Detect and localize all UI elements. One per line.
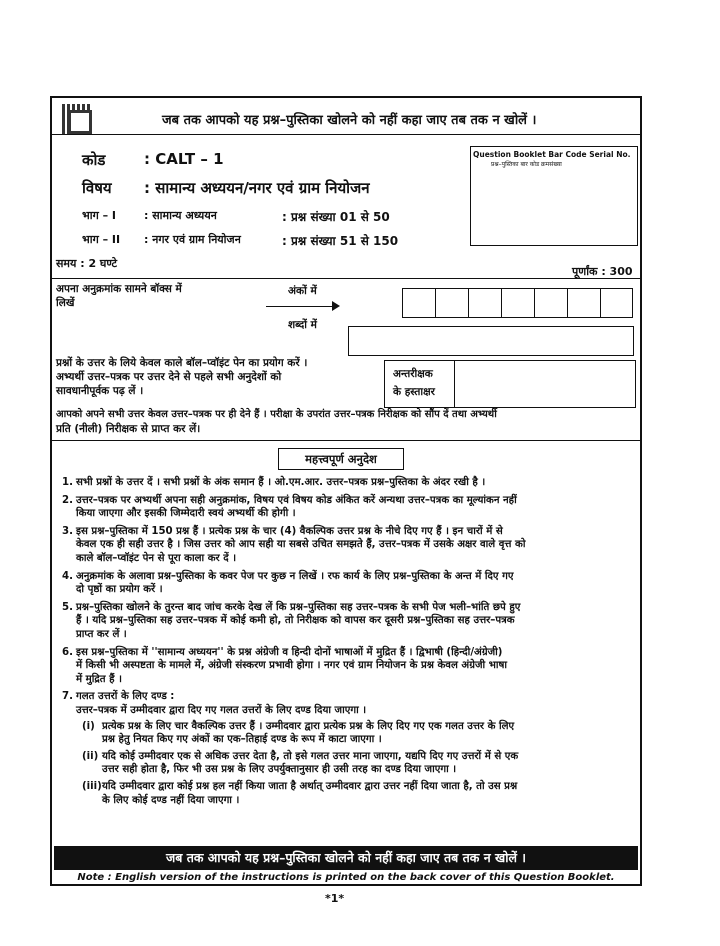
roll-digit-box[interactable] — [468, 288, 501, 318]
arrow-line — [266, 306, 336, 307]
penalty-text: यदि कोई उम्मीदवार एक से अधिक उत्तर देता है, तो इसे गलत उत्तर माना जाएगा, यद्यपि दिए गए उत्तरों में से एक — [102, 750, 519, 762]
english-version-note: Note : English version of the instructions is printed on the back cover of this Question Booklet. — [77, 872, 615, 883]
instruction-number: 5. — [62, 601, 73, 613]
penalty-line — [102, 794, 239, 808]
instruction-line — [62, 690, 634, 704]
roll-digit-box[interactable] — [501, 288, 534, 318]
roll-digit-box[interactable] — [402, 288, 435, 318]
instruction-number: 7. — [62, 691, 73, 703]
instruction-line — [62, 673, 634, 687]
pen-note-line1: प्रश्नों के उत्तर के लिये केवल काले बॉल–प्वॉइंट पेन का प्रयोग करें । — [56, 357, 308, 369]
instruction-text: गलत उत्तरों के लिए दण्ड : — [76, 691, 175, 703]
instruction-line — [62, 628, 634, 642]
in-words-label: शब्दों में — [288, 319, 317, 331]
instruction-text: उत्तर–पत्रक पर अभ्यर्थी अपना सही अनुक्रमांक, विषय एवं विषय कोड अंकित करें अन्यथा उत्तर–पत्रक का मूल्यांकन नहीं — [76, 494, 517, 506]
instruction-line — [62, 570, 634, 584]
instruction-number: 3. — [62, 525, 73, 537]
instruction-text: प्राप्त कर लें । — [76, 629, 127, 640]
penalty-number: (i) — [82, 720, 95, 732]
qr-code-icon — [62, 104, 92, 134]
instruction-text: दो पृष्ठों का प्रयोग करें । — [76, 584, 163, 596]
instruction-line — [62, 476, 634, 490]
code-label: कोड — [82, 151, 106, 169]
penalty-line — [102, 763, 456, 777]
barcode-subtitle: प्रश्न–पुस्तिका बार कोड क्रमसंख्या — [491, 161, 562, 168]
instruction-text: इस प्रश्न–पुस्तिका में ''सामान्य अध्ययन'' के प्रश्न अंग्रेजी व हिन्दी दोनों भाषाओं में मुद्रित हैं । द्विभाषी (हिन्दी/अंग्रेजी) — [76, 646, 503, 658]
in-digits-label: अंकों में — [288, 285, 317, 297]
bottom-banner: जब तक आपको यह प्रश्न–पुस्तिका खोलने को नहीं कहा जाए तब तक न खोलें । — [54, 846, 638, 870]
invigilator-label-1: अन्तरीक्षक — [393, 368, 433, 380]
instruction-line — [62, 601, 634, 615]
instruction-number: 2. — [62, 494, 73, 506]
top-banner-text: जब तक आपको यह प्रश्न–पुस्तिका खोलने को नहीं कहा जाए तब तक न खोलें । — [162, 113, 537, 128]
instruction-text: में किसी भी अस्पष्टता के मामले में, अंग्रेजी संस्करण प्रभावी होगा । नगर एवं ग्राम नियोजन के प्रश्न केवल अंग्रेजी भाषा — [76, 660, 508, 672]
instruction-line — [62, 583, 634, 597]
subject-value: : सामान्य अध्ययन/नगर एवं ग्राम नियोजन — [144, 179, 370, 197]
penalty-number: (iii) — [82, 781, 102, 792]
pen-note-line4: आपको अपने सभी उत्तर केवल उत्तर–पत्रक पर ही देने हैं । परीक्षा के उपरांत उत्तर–पत्रक निरीक्षक को सौंप दें तथा अभ्यर्थी — [56, 409, 497, 420]
part1-range: : प्रश्न संख्या 01 से 50 — [282, 210, 390, 224]
instruction-number: 1. — [62, 477, 73, 488]
roll-instruction-2: लिखें — [56, 297, 75, 309]
instruction-text: हैं । यदि प्रश्न–पुस्तिका सह उत्तर–पत्रक में कोई कमी हो, तो निरीक्षक को वापस कर दूसरी प्रश्न–पुस्तिका सह उत्तर–पत्रक — [76, 615, 515, 627]
instruction-line — [62, 614, 634, 628]
instruction-text: काले बॉल–प्वॉइंट पेन से पूरा काला कर दें । — [76, 553, 237, 564]
roll-number-words-box[interactable] — [348, 326, 634, 356]
subject-label: विषय — [82, 179, 112, 197]
arrow-right-icon — [332, 301, 340, 311]
invigilator-label-2: के हस्ताक्षर — [393, 386, 435, 398]
roll-digit-box[interactable] — [567, 288, 600, 318]
penalty-line — [82, 750, 518, 764]
time: समय : 2 घण्टे — [56, 257, 118, 270]
roll-number-digit-boxes[interactable] — [402, 288, 633, 318]
roll-digit-box[interactable] — [600, 288, 633, 318]
instruction-line — [62, 646, 634, 660]
code-value: : CALT – 1 — [144, 150, 224, 168]
instruction-text: अनुक्रमांक के अलावा प्रश्न–पुस्तिका के कवर पेज पर कुछ न लिखें । रफ कार्य के लिए प्रश्न–पुस्तिका के अन्त में दिए गए — [76, 570, 514, 582]
penalty-line — [102, 733, 382, 747]
roll-digit-box[interactable] — [435, 288, 468, 318]
instruction-line — [62, 538, 634, 552]
penalty-number: (ii) — [82, 750, 99, 762]
barcode-box — [470, 146, 638, 246]
barcode-title: Question Booklet Bar Code Serial No. — [473, 150, 631, 159]
roll-digit-box[interactable] — [534, 288, 567, 318]
instruction-text: सभी प्रश्नों के उत्तर दें । सभी प्रश्नों के अंक समान हैं । ओ.एम.आर. उत्तर–पत्रक प्रश्न–पुस्तिका के अंदर रखी है । — [76, 477, 486, 488]
instruction-text: उत्तर–पत्रक में उम्मीदवार द्वारा दिए गए गलत उत्तरों के लिए दण्ड दिया जाएगा । — [76, 705, 367, 716]
penalty-line — [82, 720, 514, 734]
penalty-text: प्रश्न हेतु नियत किए गए अंकों का एक–तिहाई दण्ड के रूप में काटा जाएगा । — [102, 734, 382, 746]
instruction-line — [62, 494, 634, 508]
instruction-line — [62, 704, 634, 718]
instruction-line — [62, 525, 634, 539]
page-number: *1* — [325, 892, 345, 905]
part2-subject: : नगर एवं ग्राम नियोजन — [144, 233, 241, 246]
penalty-text: यदि उम्मीदवार द्वारा कोई प्रश्न हल नहीं किया जाता है अर्थात् उम्मीदवार द्वारा उत्तर नहीं दिया जाता है, तो उस प्रश्न — [102, 781, 518, 792]
divider — [52, 134, 640, 135]
instruction-number: 4. — [62, 570, 73, 582]
penalty-text: के लिए कोई दण्ड नहीं दिया जाएगा । — [102, 794, 240, 806]
instruction-text: प्रश्न–पुस्तिका खोलने के तुरन्त बाद जांच करके देख लें कि प्रश्न–पुस्तिका सह उत्तर–पत्रक के सभी पेज भली–भांति छपे हुए — [76, 601, 521, 613]
instruction-text: केवल एक ही सही उत्तर है । जिस उत्तर को आप सही या सबसे उचित समझते हैं, उत्तर–पत्रक में उसके अक्षर वाले वृत्त को — [76, 539, 526, 551]
instruction-line — [62, 659, 634, 673]
instruction-text: किया जाएगा और इसकी जिम्मेदारी स्वयं अभ्यर्थी की होगी । — [76, 508, 296, 520]
invigilator-signature-box[interactable] — [384, 360, 636, 408]
part2-range: : प्रश्न संख्या 51 से 150 — [282, 234, 399, 248]
instruction-text: इस प्रश्न–पुस्तिका में 150 प्रश्न हैं । प्रत्येक प्रश्न के चार (4) वैकल्पिक उत्तर प्रश्न के नीचे दिए गए हैं । इन चारों में से — [76, 525, 503, 537]
pen-note-line2: अभ्यर्थी उत्तर–पत्रक पर उत्तर देने से पहले सभी अनुदेशों को — [56, 371, 282, 383]
divider — [52, 278, 640, 279]
max-marks: पूर्णांक : 300 — [572, 265, 633, 278]
instruction-number: 6. — [62, 646, 73, 658]
instruction-line — [62, 552, 634, 566]
pen-note-line5: प्रति (नीली) निरीक्षक से प्राप्त कर लें। — [56, 423, 201, 435]
part2-label: भाग – II — [82, 233, 121, 246]
part1-subject: : सामान्य अध्ययन — [144, 209, 217, 222]
instruction-line — [62, 507, 634, 521]
instructions-title: महत्त्वपूर्ण अनुदेश — [278, 448, 404, 470]
top-banner — [52, 102, 640, 132]
penalty-text: उत्तर सही होता है, फिर भी उस प्रश्न के लिए उपर्युक्तानुसार ही उसी तरह का दण्ड दिया जाएगा । — [102, 764, 457, 776]
part1-label: भाग – I — [82, 209, 117, 222]
roll-instruction-1: अपना अनुक्रमांक सामने बॉक्स में — [56, 283, 182, 295]
booklet-cover-frame — [50, 96, 642, 886]
pen-note-line3: सावधानीपूर्वक पढ़ लें । — [56, 385, 144, 397]
penalty-line — [82, 780, 517, 794]
penalty-text: प्रत्येक प्रश्न के लिए चार वैकल्पिक उत्तर हैं । उम्मीदवार द्वारा प्रत्येक प्रश्न के लिए दिए गए एक गलत उत्तर के लिए — [102, 720, 515, 732]
instruction-text: में मुद्रित हैं । — [76, 673, 122, 685]
divider — [52, 440, 640, 441]
